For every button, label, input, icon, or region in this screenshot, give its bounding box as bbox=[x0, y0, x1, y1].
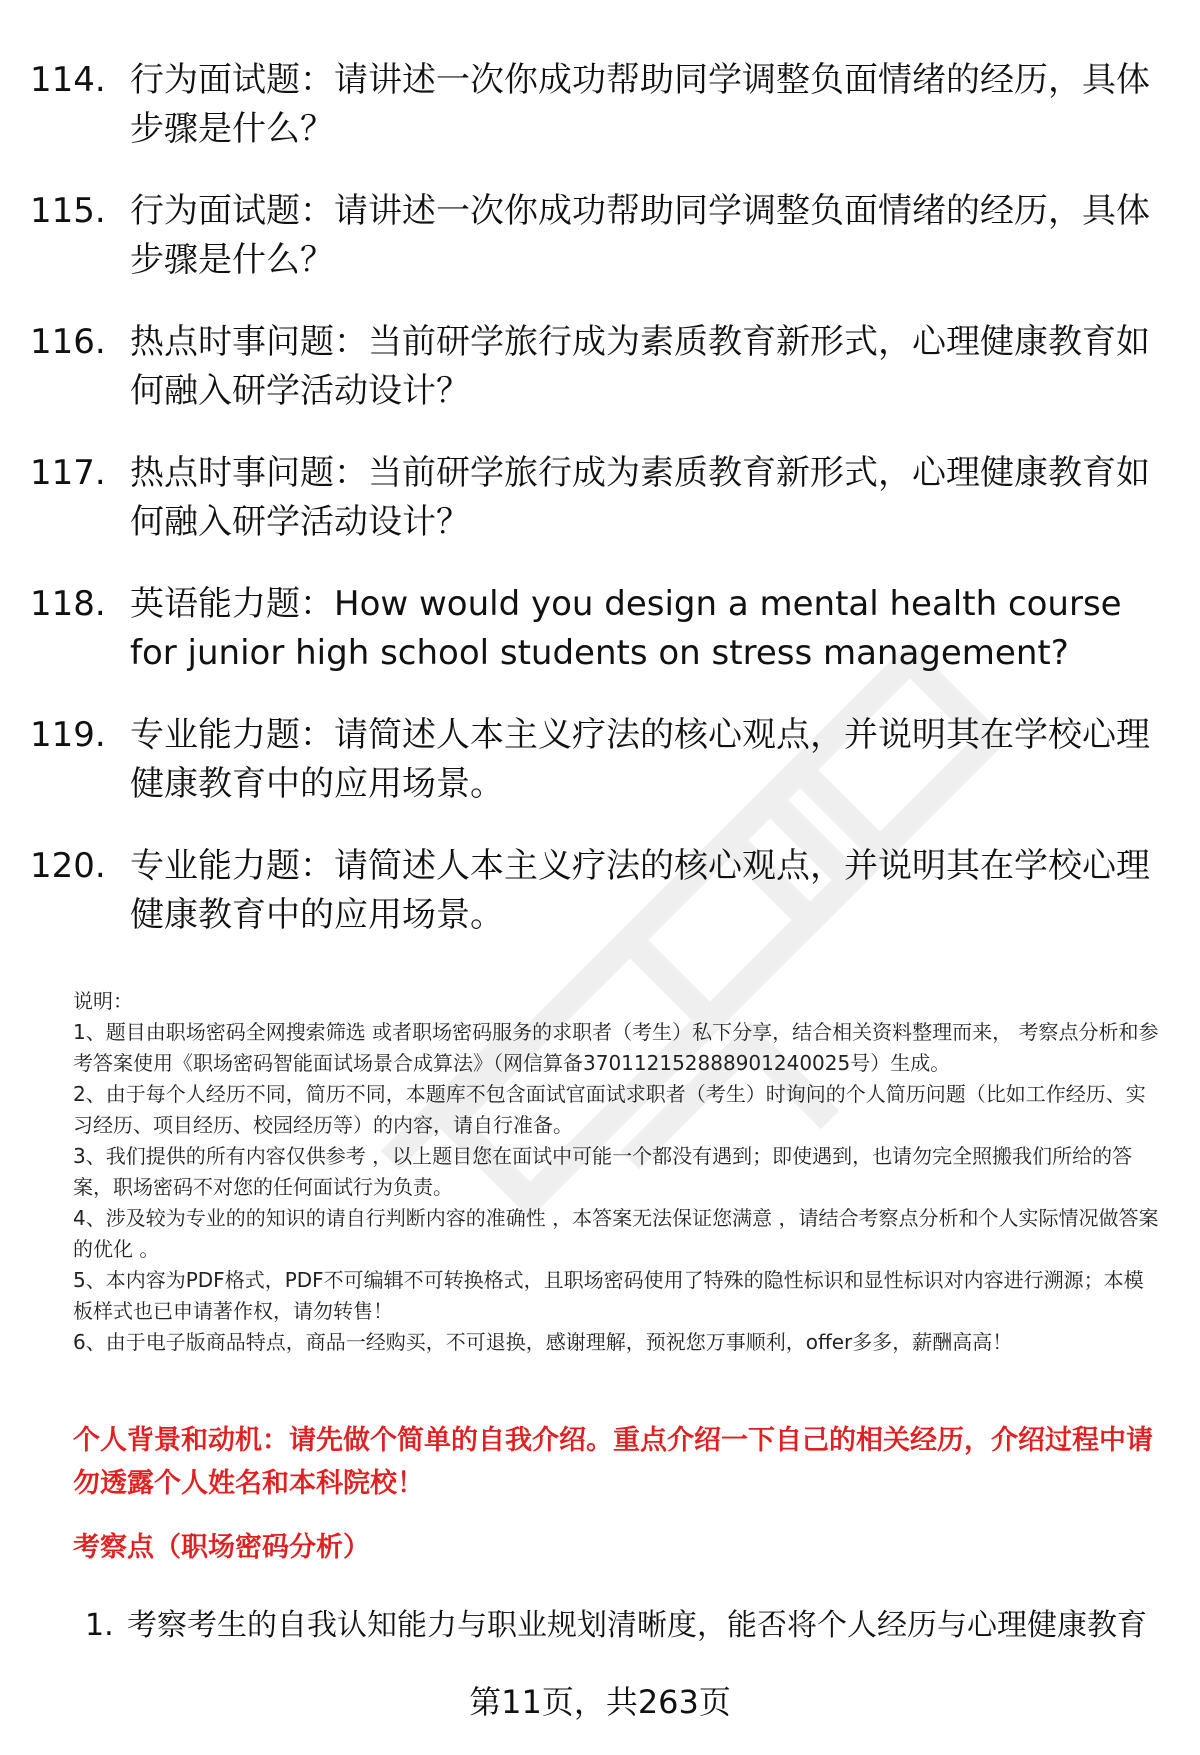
question-item bbox=[30, 318, 1170, 416]
question-text: 行为面试题：请讲述一次你成功帮助同学调整负面情绪的经历，具体步骤是什么？ bbox=[130, 60, 1150, 149]
note-item: 3、我们提供的所有内容仅供参考 ，以上题目您在面试中可能一个都没有遇到；即使遇到，也请勿完全照搬我们所给的答案，职场密码不对您的任何面试行为负责。 bbox=[73, 1144, 1133, 1199]
question-item bbox=[30, 56, 1170, 154]
question-number: 120. bbox=[30, 846, 106, 886]
notes-title: 说明： bbox=[73, 989, 133, 1013]
page-footer: 第11页，共263页 bbox=[469, 1683, 731, 1721]
question-text: 行为面试题：请讲述一次你成功帮助同学调整负面情绪的经历，具体步骤是什么？ bbox=[130, 191, 1150, 280]
assessment-point bbox=[85, 1604, 1175, 1648]
question-number: 114. bbox=[30, 60, 106, 100]
question-text: 热点时事问题：当前研学旅行成为素质教育新形式，心理健康教育如何融入研学活动设计？ bbox=[130, 453, 1150, 542]
note-item: 5、本内容为PDF格式，PDF不可编辑不可转换格式，且职场密码使用了特殊的隐性标识和显性标识对内容进行溯源；本模板样式也已申请著作权，请勿转售！ bbox=[73, 1268, 1144, 1323]
note-item: 1、题目由职场密码全网搜索筛选 或者职场密码服务的求职者（考生）私下分享，结合相关资料整理而来， 考察点分析和参考答案使用《职场密码智能面试场景合成算法》（网信算备370112152888901240025号）生成。 bbox=[73, 1020, 1159, 1075]
question-number: 118. bbox=[30, 584, 106, 624]
motivation-question: 个人背景和动机：请先做个简单的自我介绍。重点介绍一下自己的相关经历，介绍过程中请勿透露个人姓名和本科院校！ bbox=[73, 1425, 1153, 1499]
question-number: 119. bbox=[30, 715, 106, 755]
question-text: 英语能力题：How would you design a mental health course for junior high school students on stress management? bbox=[130, 584, 1122, 673]
section-heading: 考察点（职场密码分析） bbox=[73, 1532, 370, 1563]
question-number: 115. bbox=[30, 191, 106, 231]
question-number: 117. bbox=[30, 453, 106, 493]
question-text: 专业能力题：请简述人本主义疗法的核心观点，并说明其在学校心理健康教育中的应用场景。 bbox=[130, 715, 1150, 804]
question-item bbox=[30, 580, 1170, 678]
notes-section bbox=[73, 986, 1163, 1358]
question-text: 专业能力题：请简述人本主义疗法的核心观点，并说明其在学校心理健康教育中的应用场景。 bbox=[130, 846, 1150, 935]
question-number: 116. bbox=[30, 322, 106, 362]
note-item: 4、涉及较为专业的的知识的请自行判断内容的准确性 ，本答案无法保证您满意 ，请结合考察点分析和个人实际情况做答案的优化 。 bbox=[73, 1206, 1159, 1261]
point-number: 1. bbox=[85, 1608, 114, 1643]
question-list bbox=[30, 56, 1170, 973]
point-text: 考察考生的自我认知能力与职业规划清晰度，能否将个人经历与心理健康教育 bbox=[127, 1608, 1147, 1643]
note-item: 2、由于每个人经历不同，简历不同，本题库不包含面试官面试求职者（考生）时询问的个人简历问题（比如工作经历、实习经历、项目经历、校园经历等）的内容，请自行准备。 bbox=[73, 1082, 1146, 1137]
question-item bbox=[30, 187, 1170, 285]
question-item bbox=[30, 842, 1170, 940]
note-item: 6、由于电子版商品特点，商品一经购买，不可退换，感谢理解，预祝您万事顺利，offer多多，薪酬高高！ bbox=[73, 1330, 1013, 1354]
question-text: 热点时事问题：当前研学旅行成为素质教育新形式，心理健康教育如何融入研学活动设计？ bbox=[130, 322, 1150, 411]
question-item bbox=[30, 711, 1170, 809]
question-item bbox=[30, 449, 1170, 547]
